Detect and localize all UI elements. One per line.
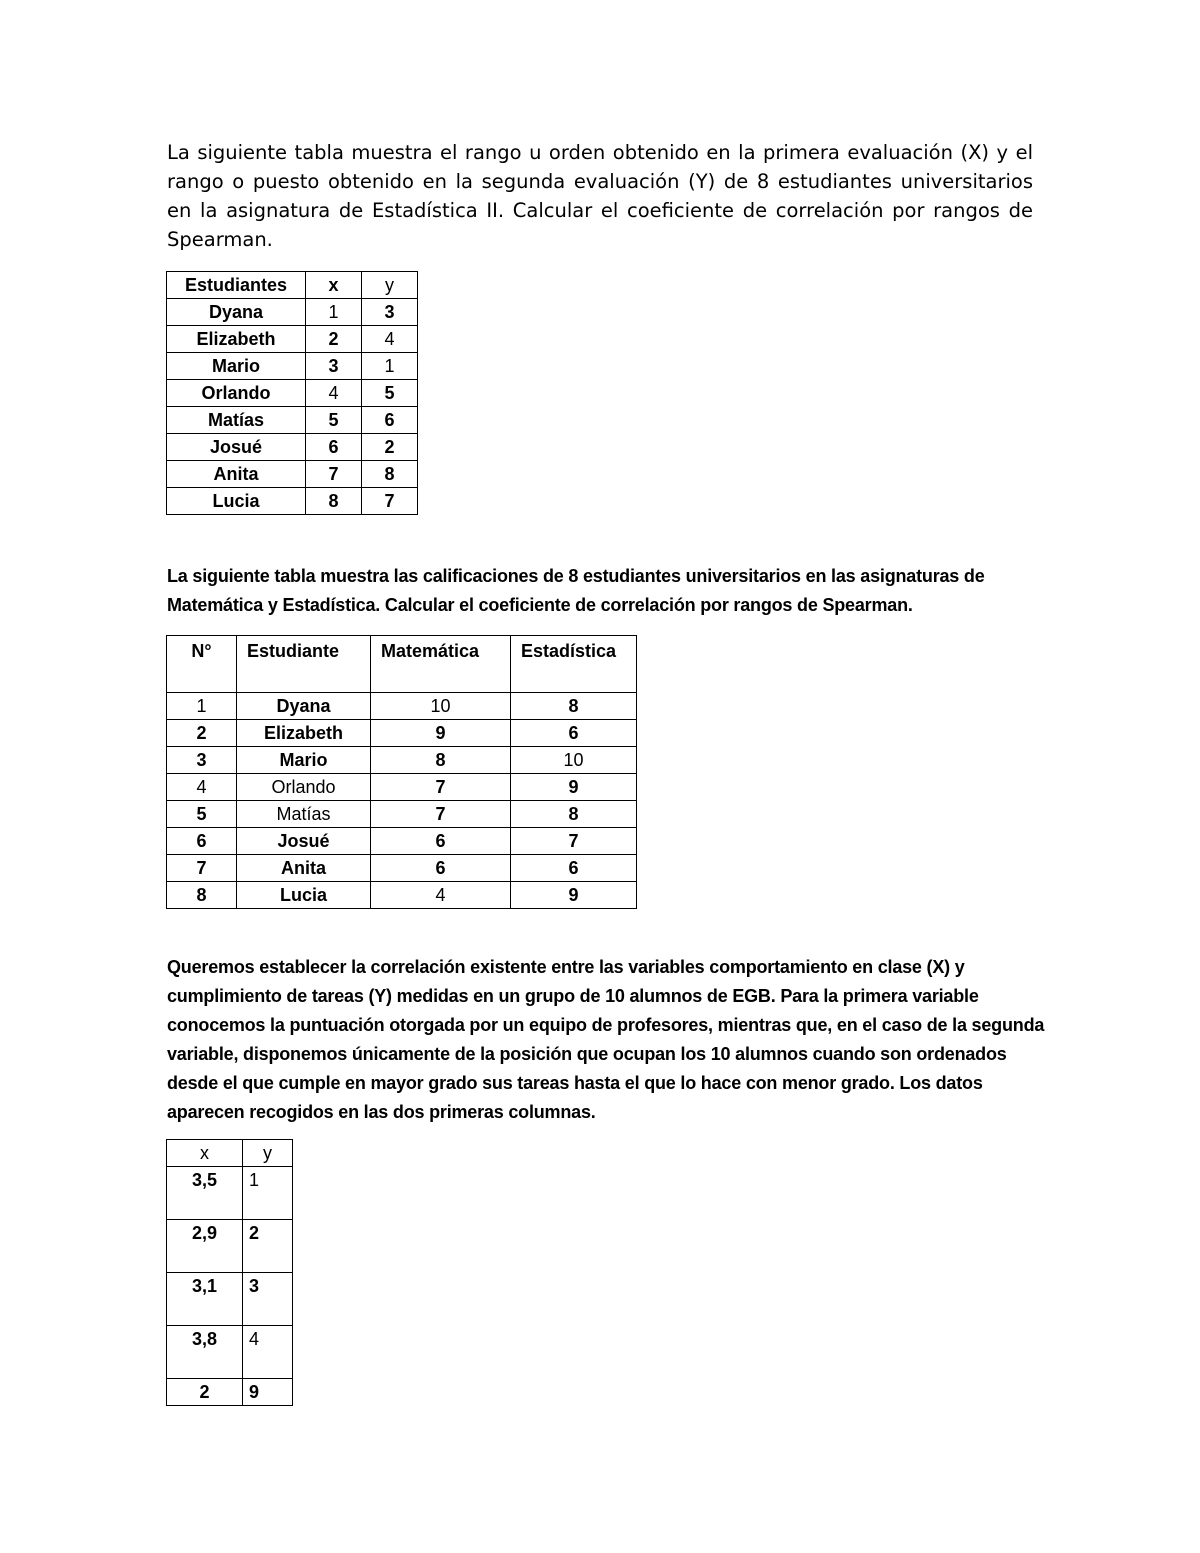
student-name: Lucia (237, 882, 371, 909)
student-name: Elizabeth (237, 720, 371, 747)
stats-grade: 9 (511, 774, 637, 801)
y-value: 9 (243, 1379, 293, 1406)
stats-grade: 6 (511, 720, 637, 747)
x-value: 5 (306, 407, 362, 434)
intro-paragraph-2: La siguiente tabla muestra las calificaciones de 8 estudiantes universitarios en las asignaturas de Matemática y Estadística. Calcular el coeficiente de correlación por rangos de Spearman. (167, 566, 985, 615)
math-grade: 10 (371, 693, 511, 720)
row-number: 6 (167, 828, 237, 855)
header-cell: x (306, 272, 362, 299)
y-value: 8 (362, 461, 418, 488)
table-row (167, 828, 637, 855)
student-name: Orlando (167, 380, 306, 407)
table-grades (166, 635, 637, 909)
student-name: Dyana (237, 693, 371, 720)
student-name: Elizabeth (167, 326, 306, 353)
y-value: 7 (362, 488, 418, 515)
header-cell: y (243, 1140, 293, 1167)
header-cell: y (362, 272, 418, 299)
math-grade: 6 (371, 828, 511, 855)
math-grade: 7 (371, 774, 511, 801)
table-header-row (167, 272, 418, 299)
table-row (167, 801, 637, 828)
student-name: Josué (237, 828, 371, 855)
stats-grade: 10 (511, 747, 637, 774)
table-row (167, 1167, 293, 1220)
header-cell: x (167, 1140, 243, 1167)
x-value: 3,1 (167, 1273, 243, 1326)
table-row (167, 353, 418, 380)
x-value: 3,8 (167, 1326, 243, 1379)
y-value: 4 (362, 326, 418, 353)
table-row (167, 1326, 293, 1379)
table-header-row (167, 636, 637, 693)
x-value: 3,5 (167, 1167, 243, 1220)
student-name: Matías (237, 801, 371, 828)
student-name: Josué (167, 434, 306, 461)
table-behavior (166, 1139, 293, 1406)
table-row (167, 1220, 293, 1273)
stats-grade: 6 (511, 855, 637, 882)
header-cell: N° (167, 636, 237, 693)
y-value: 1 (362, 353, 418, 380)
x-value: 2,9 (167, 1220, 243, 1273)
table-row (167, 407, 418, 434)
x-value: 7 (306, 461, 362, 488)
table-row (167, 855, 637, 882)
x-value: 6 (306, 434, 362, 461)
y-value: 4 (243, 1326, 293, 1379)
table-row (167, 299, 418, 326)
stats-grade: 9 (511, 882, 637, 909)
table-row (167, 461, 418, 488)
student-name: Lucia (167, 488, 306, 515)
math-grade: 7 (371, 801, 511, 828)
row-number: 3 (167, 747, 237, 774)
student-name: Anita (167, 461, 306, 488)
table-row (167, 747, 637, 774)
table-row (167, 1379, 293, 1406)
math-grade: 4 (371, 882, 511, 909)
table-row (167, 488, 418, 515)
row-number: 5 (167, 801, 237, 828)
student-name: Anita (237, 855, 371, 882)
header-cell: Estudiantes (167, 272, 306, 299)
table-row (167, 720, 637, 747)
header-cell: Estudiante (237, 636, 371, 693)
math-grade: 6 (371, 855, 511, 882)
table-row (167, 326, 418, 353)
table-header-row (167, 1140, 293, 1167)
student-name: Mario (237, 747, 371, 774)
x-value: 4 (306, 380, 362, 407)
y-value: 1 (243, 1167, 293, 1220)
student-name: Mario (167, 353, 306, 380)
header-cell: Estadística (511, 636, 637, 693)
stats-grade: 8 (511, 693, 637, 720)
x-value: 2 (167, 1379, 243, 1406)
table-row (167, 1273, 293, 1326)
row-number: 1 (167, 693, 237, 720)
student-name: Matías (167, 407, 306, 434)
row-number: 7 (167, 855, 237, 882)
x-value: 2 (306, 326, 362, 353)
table-row (167, 380, 418, 407)
y-value: 2 (362, 434, 418, 461)
x-value: 1 (306, 299, 362, 326)
table-row (167, 882, 637, 909)
y-value: 5 (362, 380, 418, 407)
table-row (167, 434, 418, 461)
y-value: 2 (243, 1220, 293, 1273)
y-value: 6 (362, 407, 418, 434)
row-number: 4 (167, 774, 237, 801)
stats-grade: 7 (511, 828, 637, 855)
table-row (167, 774, 637, 801)
table-ranks (166, 271, 418, 515)
y-value: 3 (243, 1273, 293, 1326)
intro-paragraph-3: Queremos establecer la correlación existente entre las variables comportamiento en clase (X) y cumplimiento de tareas (Y) medidas en un grupo de 10 alumnos de EGB. Para la primera variable conocemos la puntuación otorgada por un equipo de profesores, mientras que, en el caso de la segunda variable, disponemos únicamente de la posición que ocupan los 10 alumnos cuando son ordenados desde el que cumple en mayor grado sus tareas hasta el que lo hace con menor grado. Los datos aparecen recogidos en las dos primeras columnas. (167, 957, 1045, 1122)
x-value: 8 (306, 488, 362, 515)
math-grade: 9 (371, 720, 511, 747)
row-number: 8 (167, 882, 237, 909)
header-cell: Matemática (371, 636, 511, 693)
intro-paragraph-1: La siguiente tabla muestra el rango u orden obtenido en la primera evaluación (X) y el rango o puesto obtenido en la segunda evaluación (Y) de 8 estudiantes universitarios en la asignatura de Estadística II. Calcular el coeficiente de correlación por rangos de Spearman. (167, 141, 1033, 251)
table-row (167, 693, 637, 720)
math-grade: 8 (371, 747, 511, 774)
student-name: Orlando (237, 774, 371, 801)
y-value: 3 (362, 299, 418, 326)
x-value: 3 (306, 353, 362, 380)
student-name: Dyana (167, 299, 306, 326)
stats-grade: 8 (511, 801, 637, 828)
row-number: 2 (167, 720, 237, 747)
